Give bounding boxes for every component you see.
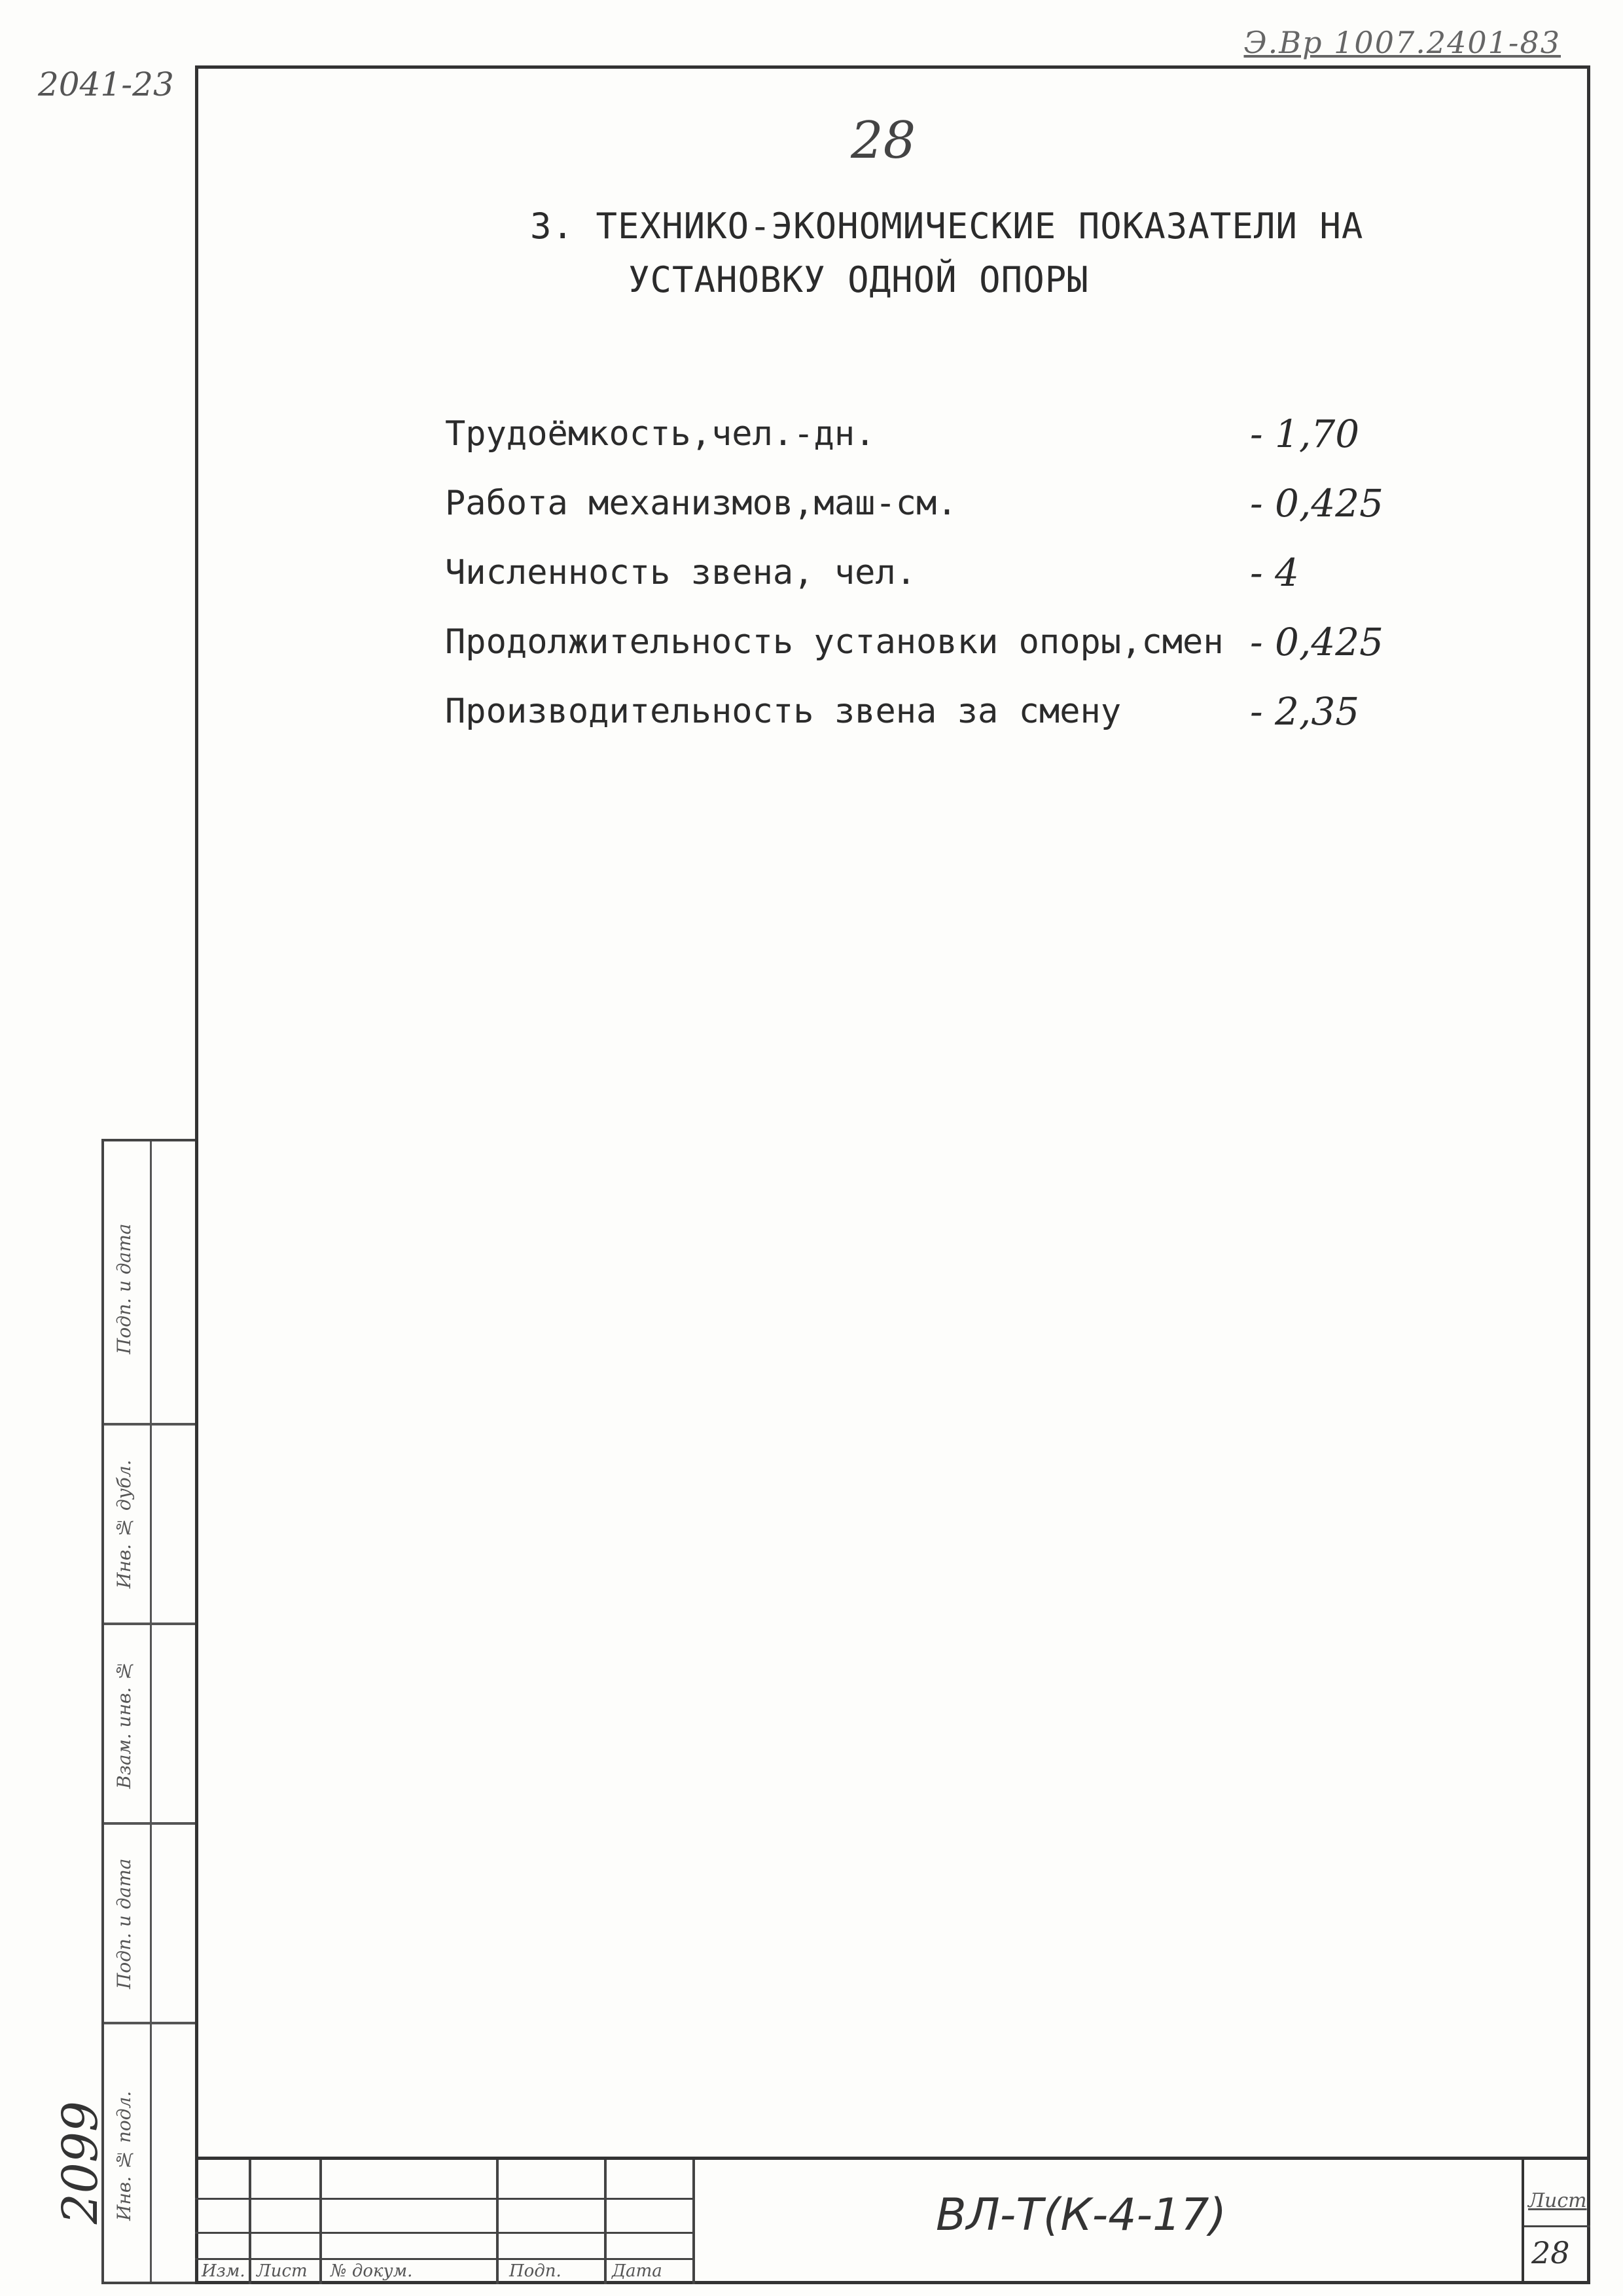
- indicator-value: - 0,425: [1250, 620, 1384, 664]
- stamp-header-podp: Подп.: [509, 2261, 562, 2281]
- indicator-value: - 1,70: [1250, 412, 1360, 456]
- stamp-row-line: [195, 2258, 692, 2260]
- strip-label-podp-data: Подп. и дата: [113, 1858, 135, 1989]
- indicator-label: Продолжительность установки опоры,смен: [445, 622, 1224, 662]
- stamp-header-list: Лист: [257, 2261, 308, 2281]
- indicator-value: - 4: [1250, 550, 1299, 595]
- document-code-top-right: Э.Вр 1007.2401-83: [1243, 25, 1561, 60]
- strip-row-divider: [104, 1822, 195, 1825]
- sheet-number: 28: [1531, 2235, 1570, 2270]
- sheet-label: Лист: [1528, 2189, 1587, 2212]
- drawing-frame: [195, 65, 1590, 2284]
- indicator-label: Численность звена, чел.: [445, 553, 917, 592]
- document-code-top-left: 2041-23: [38, 65, 174, 103]
- stamp-row-line: [195, 2232, 692, 2234]
- stamp-column-line: [496, 2160, 499, 2284]
- strip-row-divider: [104, 1423, 195, 1426]
- indicator-label: Работа механизмов,маш-см.: [445, 484, 957, 523]
- handwritten-inventory-number: 2099: [52, 2101, 109, 2225]
- indicator-row: [445, 469, 1427, 538]
- strip-row-divider: [104, 2022, 195, 2024]
- sheet-box-divider: [1524, 2225, 1590, 2227]
- section-title: [530, 200, 1363, 307]
- document-designation: ВЛ-Т(К-4-17): [936, 2189, 1227, 2241]
- stamp-column-line: [319, 2160, 322, 2284]
- stamp-row-line: [195, 2198, 692, 2200]
- indicator-row: [445, 538, 1427, 607]
- strip-label-inv-podl: Инв. № подл.: [113, 2090, 135, 2221]
- left-margin-strip: [101, 1139, 195, 2284]
- indicator-row: [445, 607, 1427, 677]
- stamp-header-dokum: № докум.: [330, 2261, 413, 2281]
- indicator-row: [445, 677, 1427, 746]
- strip-row-divider: [104, 1623, 195, 1625]
- stamp-header-data: Дата: [612, 2261, 662, 2281]
- indicators-list: [445, 399, 1427, 746]
- stamp-column-line: [249, 2160, 251, 2284]
- strip-label-podp-data-2: Подп. и дата: [113, 1223, 135, 1354]
- indicator-row: [445, 399, 1427, 469]
- stamp-column-line: [604, 2160, 607, 2284]
- page-number: 28: [851, 111, 916, 170]
- indicator-label: Трудоёмкость,чел.-дн.: [445, 414, 876, 454]
- section-title-line-2: УСТАНОВКУ ОДНОЙ ОПОРЫ: [628, 259, 1089, 300]
- section-title-line-1: 3. ТЕХНИКО-ЭКОНОМИЧЕСКИЕ ПОКАЗАТЕЛИ НА: [530, 206, 1364, 247]
- strip-label-inv-dubl: Инв. № дубл.: [113, 1460, 135, 1589]
- indicator-label: Производительность звена за смену: [445, 692, 1122, 731]
- indicator-value: - 0,425: [1250, 481, 1384, 526]
- strip-label-vzam-inv: Взам. инв. №: [113, 1659, 135, 1789]
- stamp-column-line: [692, 2160, 695, 2284]
- stamp-header-izm: Изм.: [202, 2261, 245, 2281]
- indicator-value: - 2,35: [1250, 689, 1360, 734]
- strip-column-divider: [150, 1141, 152, 2282]
